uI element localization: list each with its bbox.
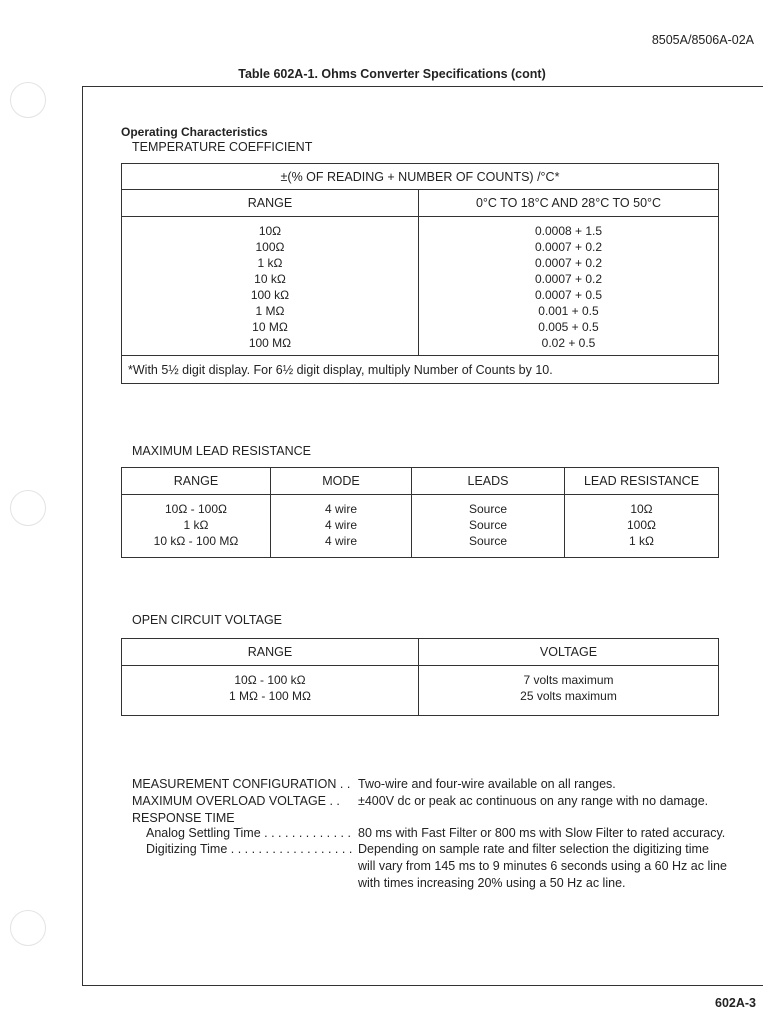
doc-number: 8505A/8506A-02A bbox=[651, 33, 754, 47]
page-number: 602A-3 bbox=[715, 996, 756, 1010]
overload-label: MAXIMUM OVERLOAD VOLTAGE . . bbox=[132, 794, 340, 808]
lead-leads-cell bbox=[412, 495, 565, 558]
table-title: Table 602A-1. Ohms Converter Specifications (cont) bbox=[238, 67, 546, 81]
temp-range-row: 10Ω bbox=[258, 224, 282, 238]
temp-footnote: *With 5½ digit display. For 6½ digit display, multiply Number of Counts by 10. bbox=[122, 356, 719, 384]
lead-resistance-row: 1 kΩ bbox=[629, 534, 654, 548]
operating-heading: Operating Characteristics bbox=[121, 125, 268, 139]
temp-coef-heading: TEMPERATURE COEFFICIENT bbox=[132, 140, 313, 154]
temp-col-range: RANGE bbox=[122, 190, 419, 217]
ocv-voltage-row: 7 volts maximum bbox=[523, 673, 614, 687]
temp-value-row: 0.001 + 0.5 bbox=[538, 304, 599, 318]
lead-col-mode: MODE bbox=[271, 468, 412, 495]
lead-resistance-row: 100Ω bbox=[627, 518, 656, 532]
digitizing-line: will vary from 145 ms to 9 minutes 6 seconds using a 60 Hz ac line bbox=[358, 859, 727, 873]
lead-resistance-heading: MAXIMUM LEAD RESISTANCE bbox=[132, 444, 311, 458]
binder-hole-bottom bbox=[10, 910, 46, 946]
temp-range-row: 100 MΩ bbox=[248, 336, 292, 350]
binder-hole-middle bbox=[10, 490, 46, 526]
lead-col-resistance: LEAD RESISTANCE bbox=[565, 468, 719, 495]
temp-range-row: 100 kΩ bbox=[250, 288, 290, 302]
temp-range-row: 10 kΩ bbox=[254, 272, 286, 286]
temp-range-cell bbox=[122, 217, 419, 356]
temperature-coefficient-table bbox=[121, 163, 719, 384]
digitizing-line: with times increasing 20% using a 50 Hz ac line. bbox=[358, 876, 626, 890]
analog-settling-label: Analog Settling Time . . . . . . . . . . . . . bbox=[146, 826, 351, 840]
lead-col-leads: LEADS bbox=[412, 468, 565, 495]
lead-leads-row: Source bbox=[468, 534, 508, 548]
ocv-range-row: 10Ω - 100 kΩ bbox=[234, 673, 306, 687]
ocv-col-voltage: VOLTAGE bbox=[419, 639, 719, 666]
ocv-voltage-row: 25 volts maximum bbox=[520, 689, 617, 703]
lead-range-row: 10Ω - 100Ω bbox=[165, 502, 227, 516]
ocv-voltage-cell bbox=[419, 666, 719, 716]
lead-range-row: 1 kΩ bbox=[183, 518, 209, 532]
temp-value-row: 0.0007 + 0.5 bbox=[534, 288, 603, 302]
lead-resistance-cell bbox=[565, 495, 719, 558]
lead-range-cell bbox=[122, 495, 271, 558]
lead-resistance-row: 10Ω bbox=[630, 502, 653, 516]
open-circuit-table bbox=[121, 638, 719, 716]
lead-col-range: RANGE bbox=[122, 468, 271, 495]
temp-value-row: 0.0007 + 0.2 bbox=[534, 272, 603, 286]
temp-range-row: 1 kΩ bbox=[257, 256, 283, 270]
ocv-range-cell bbox=[122, 666, 419, 716]
analog-settling-value: 80 ms with Fast Filter or 800 ms with Slow Filter to rated accuracy. bbox=[358, 826, 726, 840]
temp-range-row: 1 MΩ bbox=[255, 304, 285, 318]
temp-table-caption: ±(% OF READING + NUMBER OF COUNTS) /°C* bbox=[122, 164, 719, 190]
temp-range-row: 10 MΩ bbox=[252, 320, 288, 334]
temp-col-coef: 0°C TO 18°C AND 28°C TO 50°C bbox=[419, 190, 719, 217]
lead-mode-row: 4 wire bbox=[324, 502, 357, 516]
digitizing-label: Digitizing Time . . . . . . . . . . . . . . . . . . bbox=[146, 842, 353, 856]
lead-mode-row: 4 wire bbox=[324, 534, 357, 548]
lead-mode-row: 4 wire bbox=[324, 518, 357, 532]
digitizing-value bbox=[358, 841, 727, 892]
response-time-label: RESPONSE TIME bbox=[132, 811, 235, 825]
overload-value: ±400V dc or peak ac continuous on any range with no damage. bbox=[358, 794, 709, 808]
meas-config-value: Two-wire and four-wire available on all ranges. bbox=[358, 777, 616, 791]
lead-range-row: 10 kΩ - 100 MΩ bbox=[153, 534, 239, 548]
temp-value-row: 0.005 + 0.5 bbox=[538, 320, 599, 334]
binder-hole-top bbox=[10, 82, 46, 118]
digitizing-line: Depending on sample rate and filter selection the digitizing time bbox=[358, 842, 709, 856]
lead-mode-cell bbox=[271, 495, 412, 558]
lead-leads-row: Source bbox=[468, 518, 508, 532]
temp-value-row: 0.0007 + 0.2 bbox=[534, 240, 603, 254]
meas-config-label: MEASUREMENT CONFIGURATION . . bbox=[132, 777, 351, 791]
temp-range-row: 100Ω bbox=[255, 240, 285, 254]
temp-value-row: 0.0007 + 0.2 bbox=[534, 256, 603, 270]
temp-value-cell bbox=[419, 217, 719, 356]
open-circuit-heading: OPEN CIRCUIT VOLTAGE bbox=[132, 613, 283, 627]
ocv-col-range: RANGE bbox=[122, 639, 419, 666]
temp-value-row: 0.0008 + 1.5 bbox=[534, 224, 603, 238]
ocv-range-row: 1 MΩ - 100 MΩ bbox=[229, 689, 311, 703]
lead-leads-row: Source bbox=[468, 502, 508, 516]
lead-resistance-table bbox=[121, 467, 719, 558]
temp-value-row: 0.02 + 0.5 bbox=[541, 336, 596, 350]
